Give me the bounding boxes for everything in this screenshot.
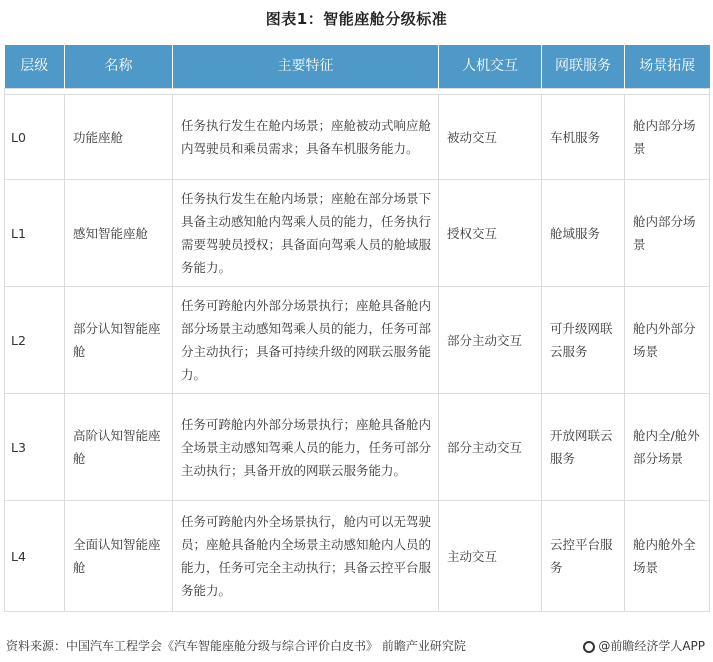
- cell-name: 部分认知智能座舱: [65, 287, 173, 394]
- cell-network: 车机服务: [542, 95, 625, 180]
- cell-features: 任务执行发生在舱内场景；座舱被动式响应舱内驾驶员和乘员需求；具备车机服务能力。: [173, 95, 439, 180]
- cell-network: 开放网联云服务: [542, 394, 625, 501]
- cell-level: L2: [5, 287, 65, 394]
- brand-logo-icon: [583, 641, 595, 653]
- header-interaction: 人机交互: [439, 45, 542, 89]
- cell-features: 任务可跨舱内外部分场景执行；座舱具备舱内全场景主动感知驾乘人员的能力，任务可部分主动执行；具备开放的网联云服务能力。: [173, 394, 439, 501]
- header-level: 层级: [5, 45, 65, 89]
- table-row: [5, 287, 710, 394]
- table-row: [5, 95, 710, 180]
- header-features: 主要特征: [173, 45, 439, 89]
- table-header-row: [5, 45, 710, 89]
- source-note: 资料来源：中国汽车工程学会《汽车智能座舱分级与综合评价白皮书》 前瞻产业研究院: [6, 639, 466, 653]
- cell-interaction: 部分主动交互: [439, 287, 542, 394]
- brand-label: @前瞻经济学人APP: [598, 639, 705, 653]
- cell-interaction: 主动交互: [439, 501, 542, 612]
- table-row: [5, 394, 710, 501]
- cockpit-level-table: [4, 45, 710, 612]
- cell-network: 可升级网联云服务: [542, 287, 625, 394]
- cell-scene: 舱内全/舱外部分场景: [625, 394, 710, 501]
- cell-interaction: 被动交互: [439, 95, 542, 180]
- table-row: [5, 501, 710, 612]
- cell-name: 感知智能座舱: [65, 180, 173, 287]
- cell-name: 全面认知智能座舱: [65, 501, 173, 612]
- cell-features: 任务可跨舱内外全场景执行，舱内可以无驾驶员；座舱具备舱内全场景主动感知舱内人员的能力，任务可完全主动执行；具备云控平台服务能力。: [173, 501, 439, 612]
- cell-interaction: 授权交互: [439, 180, 542, 287]
- cell-scene: 舱内部分场景: [625, 180, 710, 287]
- brand-credit: [583, 636, 705, 656]
- cell-network: 云控平台服务: [542, 501, 625, 612]
- footer: [6, 636, 709, 656]
- cell-features: 任务可跨舱内外部分场景执行；座舱具备舱内部分场景主动感知驾乘人员的能力，任务可部分主动执行；具备可持续升级的网联云服务能力。: [173, 287, 439, 394]
- cell-level: L0: [5, 95, 65, 180]
- cell-level: L1: [5, 180, 65, 287]
- cell-level: L4: [5, 501, 65, 612]
- table-row: [5, 180, 710, 287]
- cell-scene: 舱内部分场景: [625, 95, 710, 180]
- cell-network: 舱域服务: [542, 180, 625, 287]
- cell-name: 功能座舱: [65, 95, 173, 180]
- header-name: 名称: [65, 45, 173, 89]
- header-network: 网联服务: [542, 45, 625, 89]
- cell-features: 任务执行发生在舱内场景；座舱在部分场景下具备主动感知舱内驾乘人员的能力，任务执行需要驾驶员授权；具备面向驾乘人员的舱域服务能力。: [173, 180, 439, 287]
- cell-name: 高阶认知智能座舱: [65, 394, 173, 501]
- header-scene: 场景拓展: [625, 45, 710, 89]
- cell-scene: 舱内舱外全场景: [625, 501, 710, 612]
- cell-interaction: 部分主动交互: [439, 394, 542, 501]
- cell-scene: 舱内外部分场景: [625, 287, 710, 394]
- cell-level: L3: [5, 394, 65, 501]
- chart-title: 图表1：智能座舱分级标准: [265, 10, 448, 28]
